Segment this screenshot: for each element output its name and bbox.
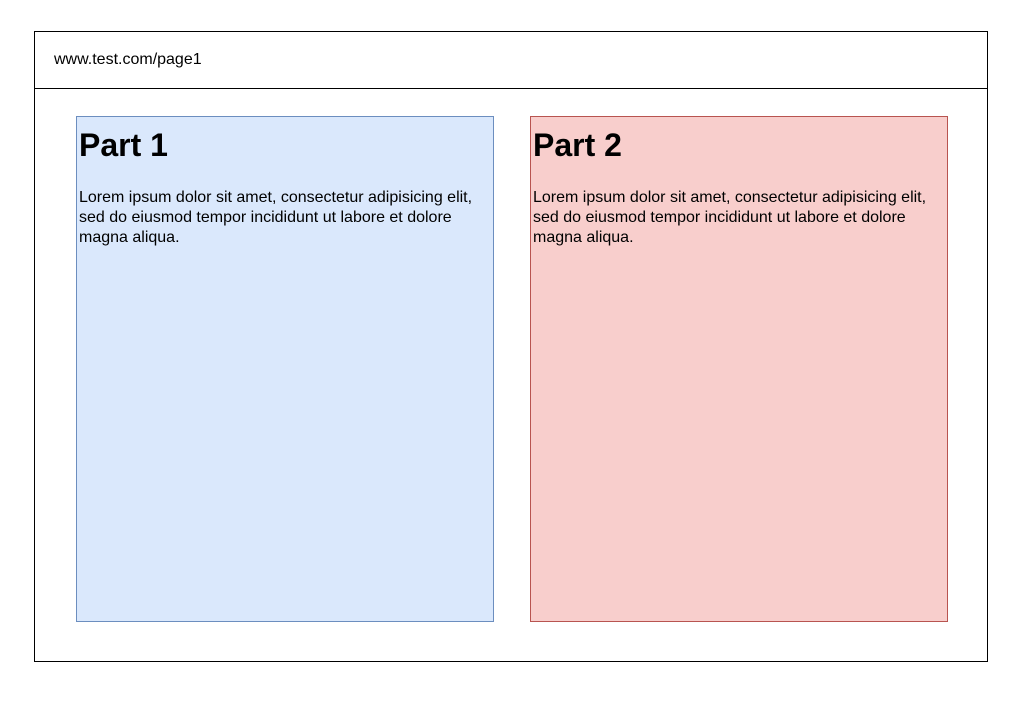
panel-text: Lorem ipsum dolor sit amet, consectetur adipisicing elit, sed do eiusmod tempor incididunt ut labore et dolore magna aliqua. — [79, 189, 473, 246]
panel-part-2 — [530, 116, 948, 622]
panel-part-1 — [76, 116, 494, 622]
panel-text: Lorem ipsum dolor sit amet, consectetur adipisicing elit, sed do eiusmod tempor incididunt ut labore et dolore magna aliqua. — [533, 189, 927, 246]
panel-title: Part 1 — [79, 127, 168, 163]
browser-window — [34, 31, 988, 662]
panel-title: Part 2 — [533, 127, 622, 163]
url-text[interactable]: www.test.com/page1 — [54, 51, 202, 68]
address-bar[interactable] — [35, 32, 987, 89]
